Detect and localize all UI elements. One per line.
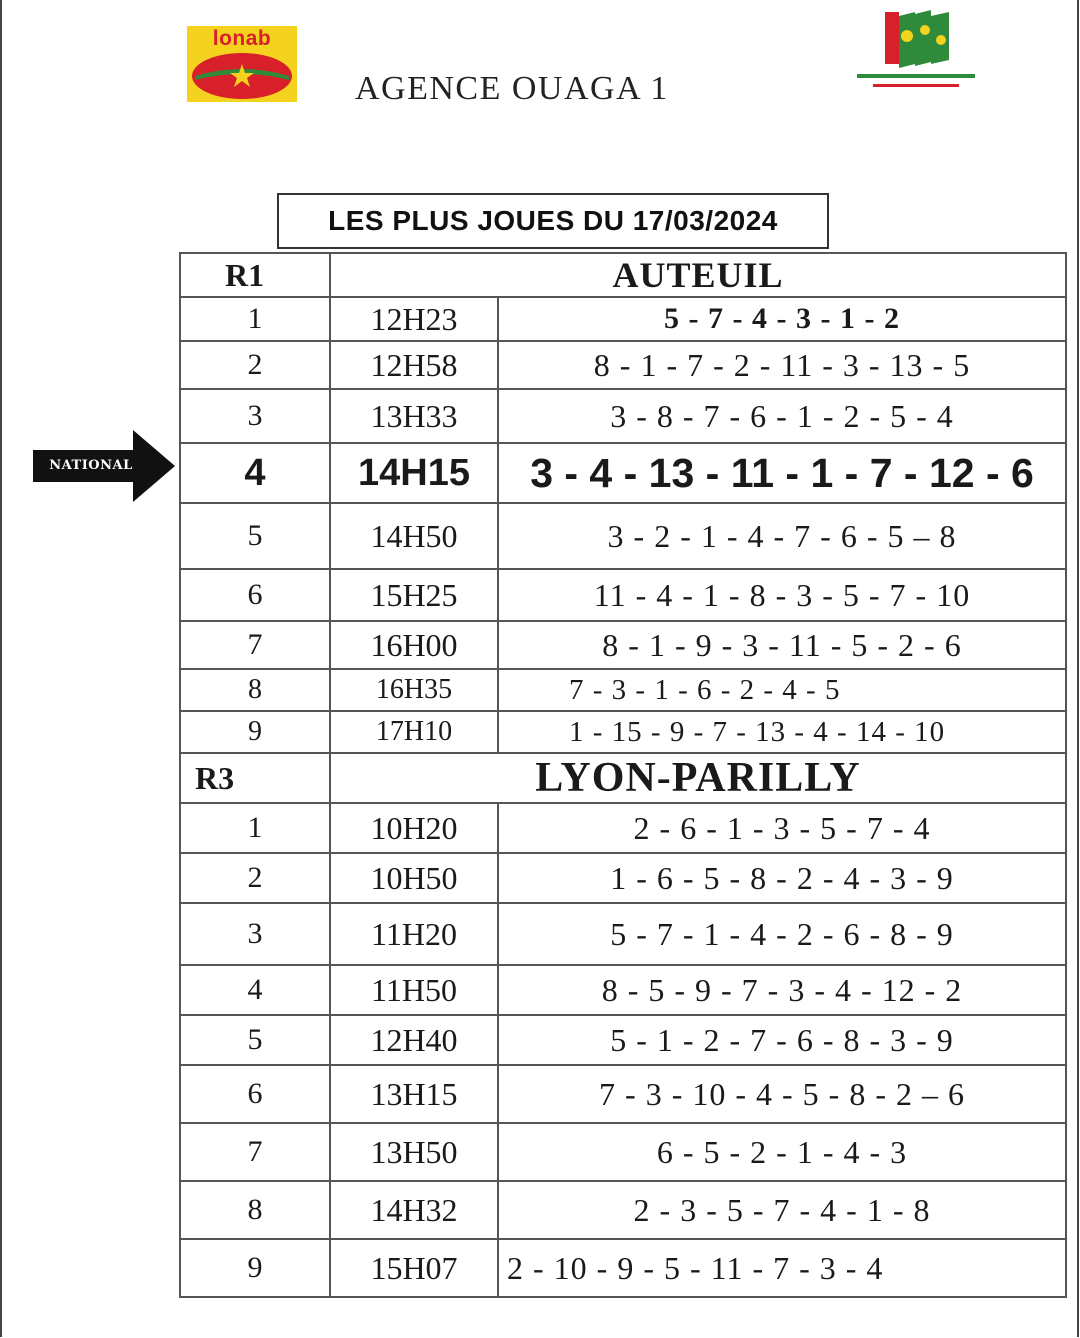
race-combination: 3 - 4 - 13 - 11 - 1 - 7 - 12 - 6 <box>498 443 1066 503</box>
lottery-emblem <box>853 10 978 96</box>
race-combination: 3 - 8 - 7 - 6 - 1 - 2 - 5 - 4 <box>498 389 1066 443</box>
table-row <box>180 903 1066 965</box>
race-time: 14H15 <box>330 443 498 503</box>
table-row <box>180 297 1066 341</box>
race-time: 15H07 <box>330 1239 498 1297</box>
race-number: 4 <box>180 965 330 1015</box>
table-row <box>180 1015 1066 1065</box>
table-row <box>180 503 1066 569</box>
race-combination: 3 - 2 - 1 - 4 - 7 - 6 - 5 – 8 <box>498 503 1066 569</box>
race-number: 4 <box>180 443 330 503</box>
race-combination: 1 - 15 - 9 - 7 - 13 - 4 - 14 - 10 <box>498 711 1066 753</box>
results-table <box>179 252 1067 1298</box>
race-number: 1 <box>180 803 330 853</box>
highlighted-row <box>180 443 1066 503</box>
race-combination: 8 - 5 - 9 - 7 - 3 - 4 - 12 - 2 <box>498 965 1066 1015</box>
table-row <box>180 621 1066 669</box>
race-time: 10H20 <box>330 803 498 853</box>
arrow-label: NATIONAL <box>49 457 133 473</box>
race-number: 1 <box>180 297 330 341</box>
race-combination: 11 - 4 - 1 - 8 - 3 - 5 - 7 - 10 <box>498 569 1066 621</box>
race-time: 13H33 <box>330 389 498 443</box>
race-combination: 7 - 3 - 10 - 4 - 5 - 8 - 2 – 6 <box>498 1065 1066 1123</box>
race-time: 13H15 <box>330 1065 498 1123</box>
table-row <box>180 1239 1066 1297</box>
race-combination: 1 - 6 - 5 - 8 - 2 - 4 - 3 - 9 <box>498 853 1066 903</box>
race-combination: 6 - 5 - 2 - 1 - 4 - 3 <box>498 1123 1066 1181</box>
race-time: 11H50 <box>330 965 498 1015</box>
race-time: 15H25 <box>330 569 498 621</box>
race-number: 2 <box>180 341 330 389</box>
race-number: 9 <box>180 1239 330 1297</box>
race-combination: 2 - 3 - 5 - 7 - 4 - 1 - 8 <box>498 1181 1066 1239</box>
race-time: 17H10 <box>330 711 498 753</box>
race-combination: 2 - 6 - 1 - 3 - 5 - 7 - 4 <box>498 803 1066 853</box>
race-number: 8 <box>180 669 330 711</box>
track-name: LYON-PARILLY <box>330 753 1066 803</box>
race-combination: 7 - 3 - 1 - 6 - 2 - 4 - 5 <box>498 669 1066 711</box>
race-time: 16H00 <box>330 621 498 669</box>
table-row <box>180 1123 1066 1181</box>
race-combination: 5 - 1 - 2 - 7 - 6 - 8 - 3 - 9 <box>498 1015 1066 1065</box>
table-row <box>180 711 1066 753</box>
race-time: 14H32 <box>330 1181 498 1239</box>
table-row <box>180 803 1066 853</box>
race-time: 10H50 <box>330 853 498 903</box>
table-row <box>180 569 1066 621</box>
race-time: 12H23 <box>330 297 498 341</box>
race-time: 16H35 <box>330 669 498 711</box>
table-row <box>180 341 1066 389</box>
lonab-wordmark: lonab <box>212 27 272 50</box>
race-number: 7 <box>180 1123 330 1181</box>
race-combination: 8 - 1 - 7 - 2 - 11 - 3 - 13 - 5 <box>498 341 1066 389</box>
race-number: 2 <box>180 853 330 903</box>
race-number: 3 <box>180 903 330 965</box>
race-time: 11H20 <box>330 903 498 965</box>
race-combination: 5 - 7 - 1 - 4 - 2 - 6 - 8 - 9 <box>498 903 1066 965</box>
race-number: 8 <box>180 1181 330 1239</box>
race-number: 6 <box>180 1065 330 1123</box>
meeting-code: R3 <box>180 753 330 803</box>
race-time: 12H58 <box>330 341 498 389</box>
table-row <box>180 853 1066 903</box>
meeting-code: R1 <box>180 253 330 297</box>
table-row <box>180 389 1066 443</box>
table-title: LES PLUS JOUES DU 17/03/2024 <box>277 193 829 249</box>
race-number: 5 <box>180 1015 330 1065</box>
meeting-header-row <box>180 253 1066 297</box>
race-combination: 5 - 7 - 4 - 3 - 1 - 2 <box>498 297 1066 341</box>
race-time: 12H40 <box>330 1015 498 1065</box>
race-number: 7 <box>180 621 330 669</box>
race-time: 14H50 <box>330 503 498 569</box>
flag-emblem-icon <box>853 10 978 96</box>
agency-title: AGENCE OUAGA 1 <box>355 70 669 107</box>
race-combination: 8 - 1 - 9 - 3 - 11 - 5 - 2 - 6 <box>498 621 1066 669</box>
lonab-logo <box>187 26 297 102</box>
table-row <box>180 1181 1066 1239</box>
race-number: 3 <box>180 389 330 443</box>
meeting-header-row <box>180 753 1066 803</box>
race-time: 13H50 <box>330 1123 498 1181</box>
table-row <box>180 965 1066 1015</box>
table-row <box>180 669 1066 711</box>
track-name: AUTEUIL <box>330 253 1066 297</box>
race-combination: 2 - 10 - 9 - 5 - 11 - 7 - 3 - 4 <box>498 1239 1066 1297</box>
table-row <box>180 1065 1066 1123</box>
race-number: 6 <box>180 569 330 621</box>
race-number: 9 <box>180 711 330 753</box>
race-number: 5 <box>180 503 330 569</box>
